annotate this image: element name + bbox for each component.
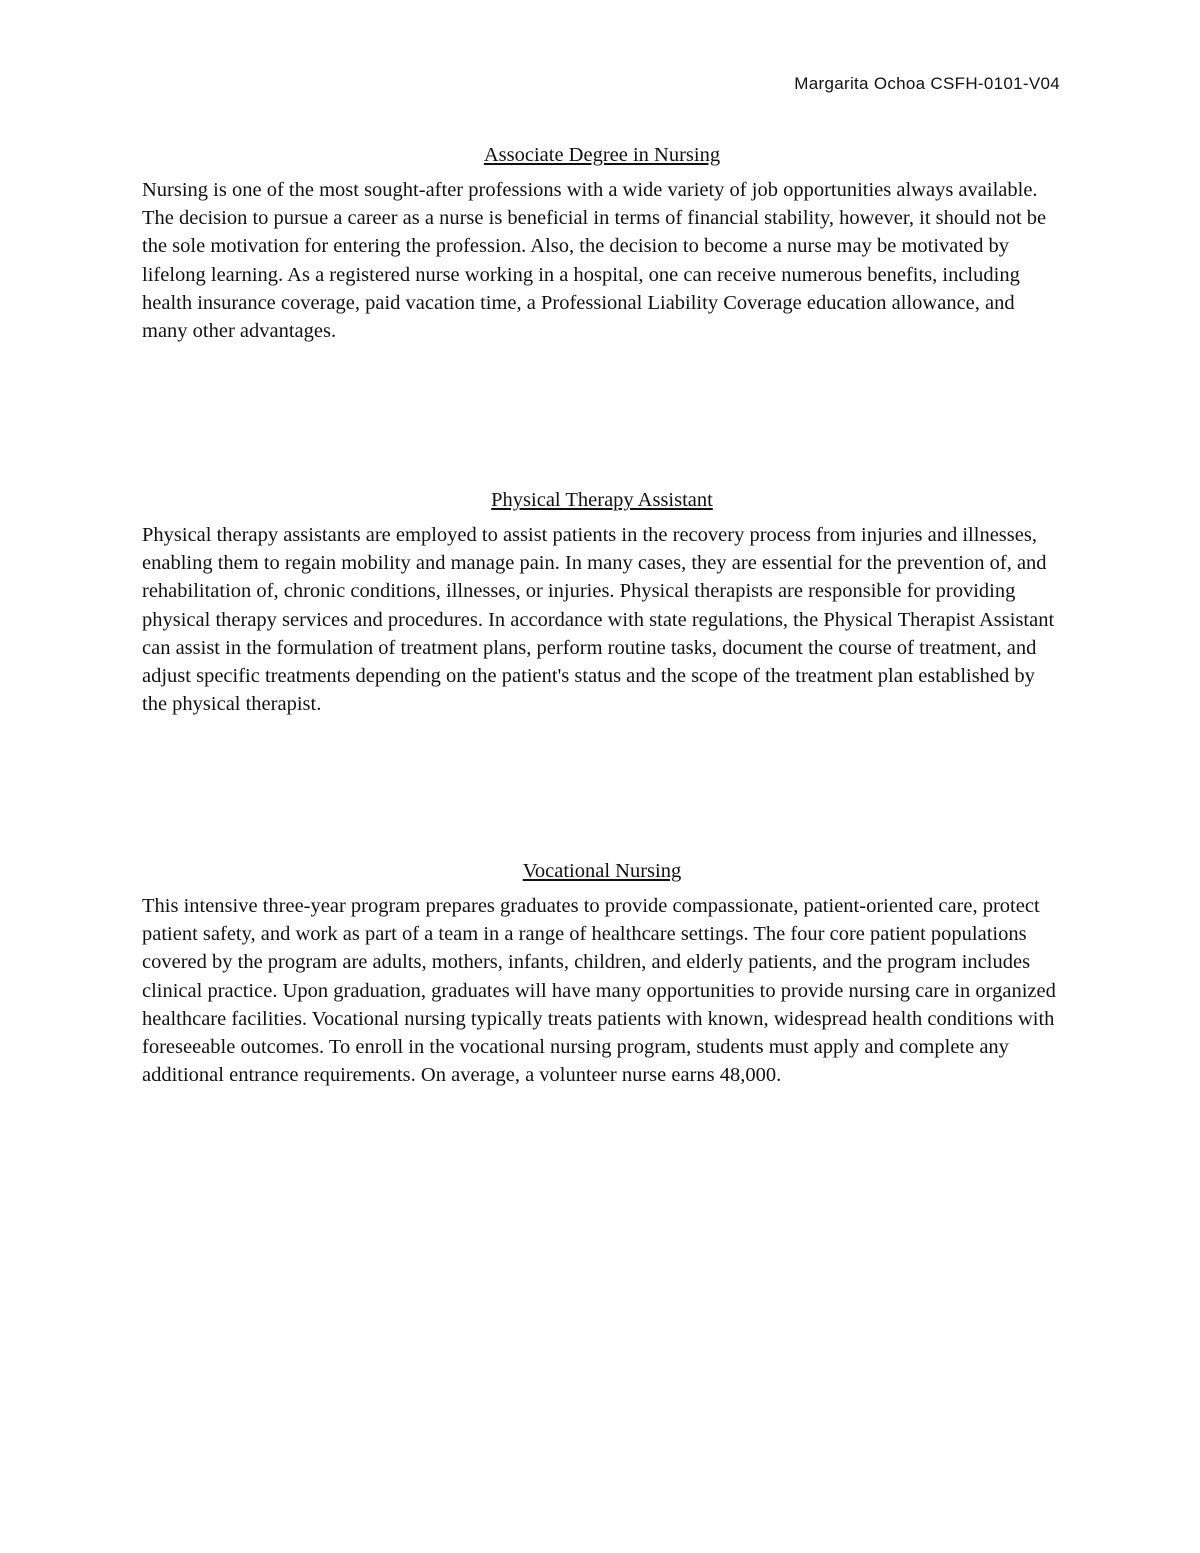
page-header: Margarita Ochoa CSFH-0101-V04 bbox=[794, 74, 1060, 93]
section-body: Nursing is one of the most sought-after professions with a wide variety of job opportunities always available. The decision to pursue a career as a nurse is beneficial in terms of financial stability, however, it should not be the sole motivation for entering the profession. Also, the decision to become a nurse may be motivated by lifelong learning. As a registered nurse working in a hospital, one can receive numerous benefits, including health insurance coverage, paid vacation time, a Professional Liability Coverage education allowance, and many other advantages. bbox=[142, 179, 1047, 343]
section-body: Physical therapy assistants are employed to assist patients in the recovery process from injuries and illnesses, enabling them to regain mobility and manage pain. In many cases, they are essential for the prevention of, and rehabilitation of, chronic conditions, illnesses, or injuries. Physical therapists are responsible for providing physical therapy services and procedures. In accordance with state regulations, the Physical Therapist Assistant can assist in the formulation of treatment plans, perform routine tasks, document the course of treatment, and adjust specific treatments depending on the patient's status and the scope of the treatment plan established by the physical therapist. bbox=[142, 524, 1055, 716]
section-title: Associate Degree in Nursing bbox=[483, 144, 721, 166]
section-vocational-nursing bbox=[142, 857, 1062, 1089]
section-body: This intensive three-year program prepares graduates to provide compassionate, patient-oriented care, protect patient safety, and work as part of a team in a range of healthcare settings. The four core patient populations covered by the program are adults, mothers, infants, children, and elderly patients, and the program includes clinical practice. Upon graduation, graduates will have many opportunities to provide nursing care in organized healthcare facilities. Vocational nursing typically treats patients with known, widespread health conditions with foreseeable outcomes. To enroll in the vocational nursing program, students must apply and complete any additional entrance requirements. On average, a volunteer nurse earns 48,000. bbox=[142, 895, 1056, 1087]
section-physical-therapy-assistant bbox=[142, 486, 1062, 718]
section-title: Physical Therapy Assistant bbox=[491, 489, 713, 511]
section-associate-degree-nursing bbox=[142, 141, 1062, 345]
section-title: Vocational Nursing bbox=[522, 860, 682, 882]
